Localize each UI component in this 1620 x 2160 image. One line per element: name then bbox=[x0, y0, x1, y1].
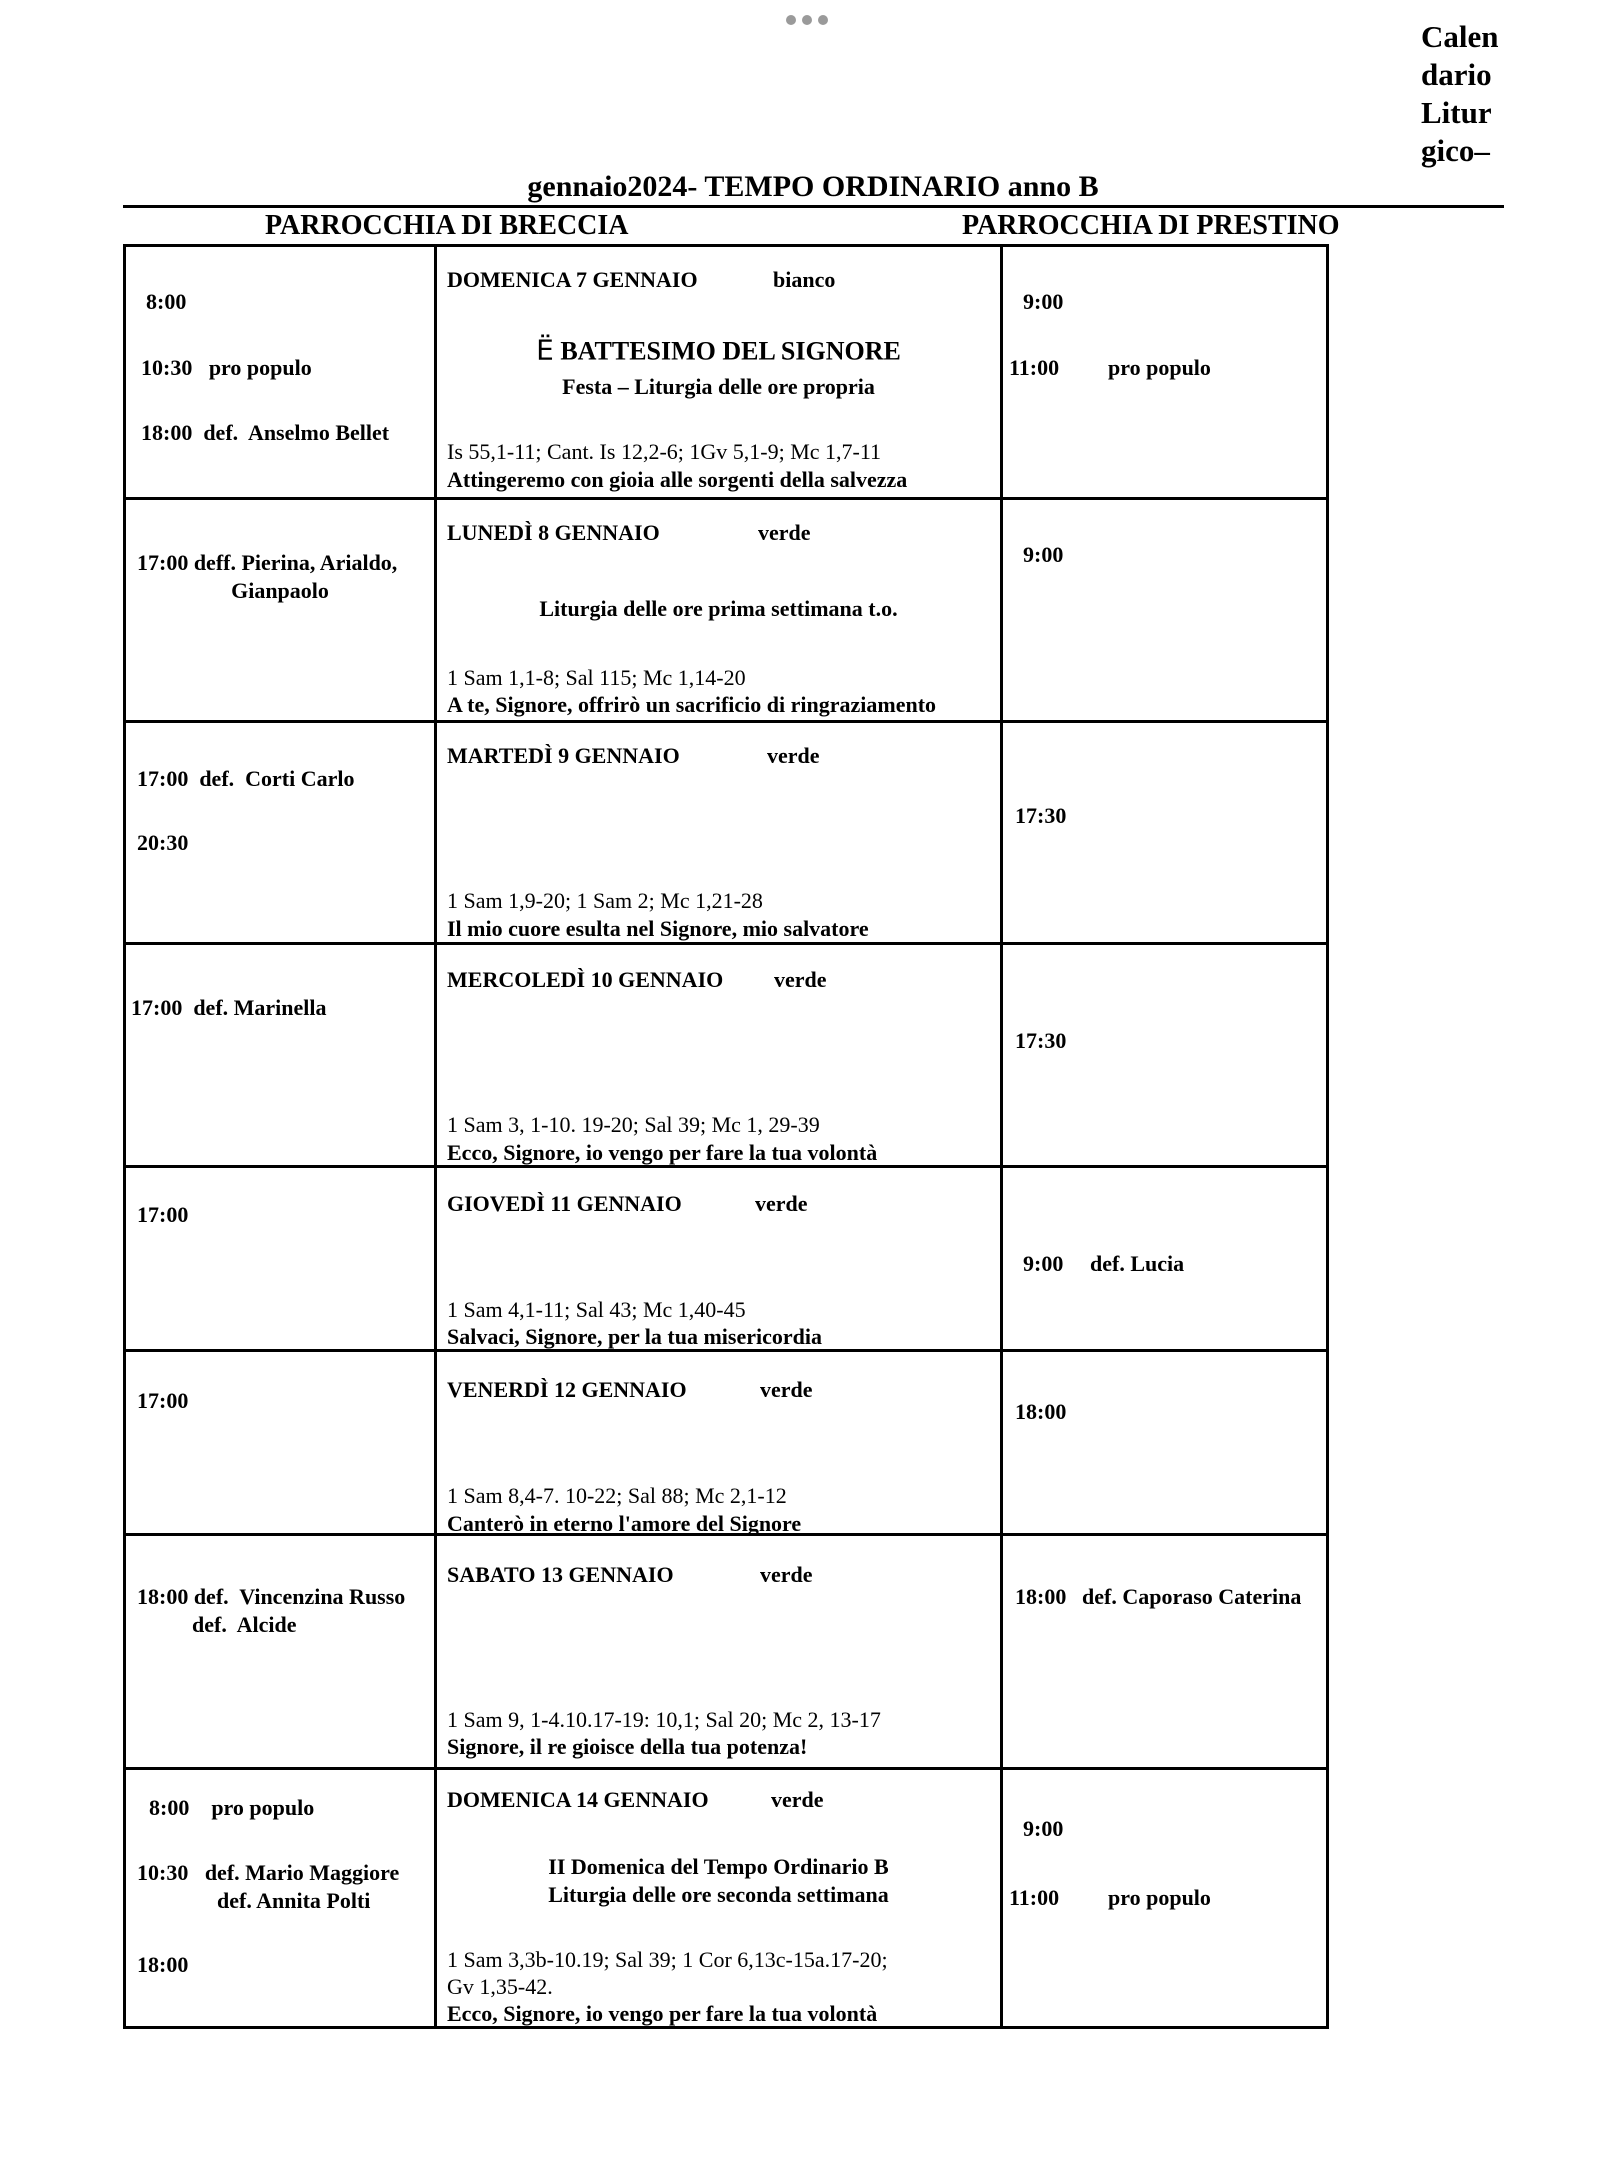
breccia-cell bbox=[123, 723, 437, 942]
liturgy-note: Liturgia delle ore seconda settimana bbox=[548, 1882, 889, 1907]
liturgical-color: verde bbox=[758, 520, 811, 545]
psalm-refrain: Signore, il re gioisce della tua potenza! bbox=[447, 1734, 808, 1759]
liturgy-cell bbox=[437, 1352, 1000, 1536]
liturgical-color: verde bbox=[755, 1191, 808, 1216]
prestino-time: 9:00 bbox=[1023, 542, 1064, 567]
day-label: DOMENICA 14 GENNAIO bbox=[447, 1787, 709, 1812]
prestino-time: 17:30 bbox=[1015, 803, 1067, 828]
psalm-refrain: Salvaci, Signore, per la tua misericordia bbox=[447, 1324, 822, 1349]
readings: 1 Sam 1,1-8; Sal 115; Mc 1,14-20 bbox=[447, 665, 746, 690]
day-label: VENERDÌ 12 GENNAIO bbox=[447, 1377, 687, 1402]
liturgical-color: verde bbox=[767, 743, 820, 768]
prestino-time: 11:00 bbox=[1009, 1885, 1060, 1910]
table-row bbox=[123, 497, 1329, 720]
day-label: LUNEDÌ 8 GENNAIO bbox=[447, 520, 660, 545]
breccia-mass: 8:00 bbox=[146, 289, 187, 314]
more-dots-icon[interactable] bbox=[786, 15, 828, 25]
side-title-line: Calen bbox=[1421, 19, 1499, 54]
prestino-time: 18:00 bbox=[1015, 1584, 1067, 1609]
prestino-cell bbox=[1000, 945, 1329, 1165]
day-label: DOMENICA 7 GENNAIO bbox=[447, 267, 698, 292]
prestino-cell bbox=[1000, 723, 1329, 942]
side-title-line: dario bbox=[1421, 57, 1492, 92]
side-title-line: Litur bbox=[1421, 95, 1492, 130]
breccia-cell bbox=[123, 500, 437, 720]
prestino-cell bbox=[1000, 1352, 1329, 1533]
psalm-refrain: Canterò in eterno l'amore del Signore bbox=[447, 1511, 802, 1536]
readings: 1 Sam 4,1-11; Sal 43; Mc 1,40-45 bbox=[447, 1297, 746, 1322]
feast-glyph: Ë bbox=[536, 333, 554, 367]
day-label: SABATO 13 GENNAIO bbox=[447, 1562, 674, 1587]
readings: Gv 1,35-42. bbox=[447, 1974, 553, 1999]
breccia-mass: 17:00 def. Marinella bbox=[131, 995, 327, 1020]
prestino-time: 18:00 bbox=[1015, 1399, 1067, 1424]
prestino-cell bbox=[1000, 247, 1329, 497]
breccia-mass: 17:00 def. Corti Carlo bbox=[137, 766, 355, 791]
liturgical-color: verde bbox=[774, 967, 827, 992]
breccia-cell bbox=[123, 945, 437, 1165]
table-row bbox=[123, 1165, 1329, 1349]
prestino-time: 11:00 bbox=[1009, 355, 1060, 380]
prestino-cell bbox=[1000, 1168, 1329, 1349]
prestino-cell bbox=[1000, 1536, 1329, 1767]
readings: 1 Sam 3, 1-10. 19-20; Sal 39; Mc 1, 29-39 bbox=[447, 1112, 820, 1137]
day-label: MERCOLEDÌ 10 GENNAIO bbox=[447, 967, 724, 992]
prestino-time: 9:00 bbox=[1023, 289, 1064, 314]
prestino-cell bbox=[1000, 1770, 1329, 2026]
breccia-mass: 17:00 bbox=[137, 1388, 189, 1413]
breccia-mass: 18:00 bbox=[137, 1952, 189, 1977]
parish-prestino-heading: PARROCCHIA DI PRESTINO bbox=[962, 210, 1340, 241]
liturgy-note: Liturgia delle ore prima settimana t.o. bbox=[539, 596, 898, 621]
table-row bbox=[123, 720, 1329, 942]
readings: 1 Sam 8,4-7. 10-22; Sal 88; Mc 2,1-12 bbox=[447, 1483, 787, 1508]
document-title: gennaio2024- TEMPO ORDINARIO anno B bbox=[527, 170, 1099, 203]
breccia-cell bbox=[123, 1352, 437, 1533]
prestino-note: pro populo bbox=[1108, 355, 1211, 380]
liturgy-note: Festa – Liturgia delle ore propria bbox=[562, 374, 875, 399]
prestino-time: 9:00 bbox=[1023, 1816, 1064, 1841]
dot bbox=[818, 15, 828, 25]
table-row bbox=[123, 1533, 1329, 1767]
day-label: GIOVEDÌ 11 GENNAIO bbox=[447, 1191, 682, 1216]
breccia-mass: def. Annita Polti bbox=[217, 1888, 371, 1913]
breccia-mass: Gianpaolo bbox=[231, 578, 329, 603]
prestino-note: pro populo bbox=[1108, 1885, 1211, 1910]
prestino-time: 17:30 bbox=[1015, 1028, 1067, 1053]
psalm-refrain: Ecco, Signore, io vengo per fare la tua volontà bbox=[447, 1140, 878, 1165]
liturgy-note: II Domenica del Tempo Ordinario B bbox=[548, 1854, 889, 1879]
dot bbox=[786, 15, 796, 25]
liturgical-color: bianco bbox=[773, 267, 836, 292]
breccia-cell bbox=[123, 1168, 437, 1349]
liturgical-color: verde bbox=[760, 1562, 813, 1587]
parish-breccia-heading: PARROCCHIA DI BRECCIA bbox=[265, 210, 629, 241]
prestino-cell bbox=[1000, 500, 1329, 720]
readings: 1 Sam 9, 1-4.10.17-19: 10,1; Sal 20; Mc 2, 13-17 bbox=[447, 1707, 881, 1732]
prestino-note: def. Caporaso Caterina bbox=[1082, 1584, 1302, 1609]
breccia-mass: 17:00 bbox=[137, 1202, 189, 1227]
prestino-note: def. Lucia bbox=[1090, 1251, 1185, 1276]
liturgy-cell bbox=[437, 1770, 1000, 2026]
liturgy-cell bbox=[437, 723, 1000, 942]
side-title bbox=[1421, 18, 1499, 170]
dot bbox=[802, 15, 812, 25]
table-row bbox=[123, 1349, 1329, 1536]
breccia-cell bbox=[123, 1770, 437, 2026]
liturgical-color: verde bbox=[760, 1377, 813, 1402]
breccia-mass: 10:30 pro populo bbox=[141, 355, 312, 380]
breccia-mass: 10:30 def. Mario Maggiore bbox=[137, 1860, 400, 1885]
liturgy-cell bbox=[437, 1168, 1000, 1349]
day-label: MARTEDÌ 9 GENNAIO bbox=[447, 743, 680, 768]
breccia-mass: def. Alcide bbox=[192, 1612, 297, 1637]
feast-name: BATTESIMO DEL SIGNORE bbox=[560, 336, 901, 366]
psalm-refrain: Ecco, Signore, io vengo per fare la tua volontà bbox=[447, 2001, 878, 2026]
liturgy-cell bbox=[437, 945, 1000, 1165]
liturgical-color: verde bbox=[771, 1787, 824, 1812]
breccia-mass: 17:00 deff. Pierina, Arialdo, bbox=[137, 550, 398, 575]
side-title-line: gico– bbox=[1421, 133, 1490, 168]
psalm-refrain: Attingeremo con gioia alle sorgenti della salvezza bbox=[447, 467, 908, 492]
liturgy-cell bbox=[437, 1536, 1000, 1767]
liturgy-cell bbox=[437, 500, 1000, 720]
table-row bbox=[123, 1767, 1329, 2029]
breccia-mass: 8:00 pro populo bbox=[149, 1795, 315, 1820]
liturgy-cell bbox=[437, 247, 1000, 497]
feast-title bbox=[437, 333, 1000, 367]
readings: Is 55,1-11; Cant. Is 12,2-6; 1Gv 5,1-9; Mc 1,7-11 bbox=[447, 439, 882, 464]
table-row bbox=[123, 942, 1329, 1165]
table-row bbox=[123, 244, 1329, 497]
readings: 1 Sam 1,9-20; 1 Sam 2; Mc 1,21-28 bbox=[447, 888, 763, 913]
prestino-time: 9:00 bbox=[1023, 1251, 1064, 1276]
psalm-refrain: Il mio cuore esulta nel Signore, mio salvatore bbox=[447, 916, 869, 941]
breccia-cell bbox=[123, 1536, 437, 1767]
readings: 1 Sam 3,3b-10.19; Sal 39; 1 Cor 6,13c-15a.17-20; bbox=[447, 1947, 888, 1972]
breccia-mass: 20:30 bbox=[137, 830, 189, 855]
breccia-mass: 18:00 def. Vincenzina Russo bbox=[137, 1584, 406, 1609]
breccia-mass: 18:00 def. Anselmo Bellet bbox=[141, 420, 390, 445]
breccia-cell bbox=[123, 247, 437, 497]
title-rule bbox=[123, 205, 1504, 208]
psalm-refrain: A te, Signore, offrirò un sacrificio di ringraziamento bbox=[447, 692, 937, 717]
